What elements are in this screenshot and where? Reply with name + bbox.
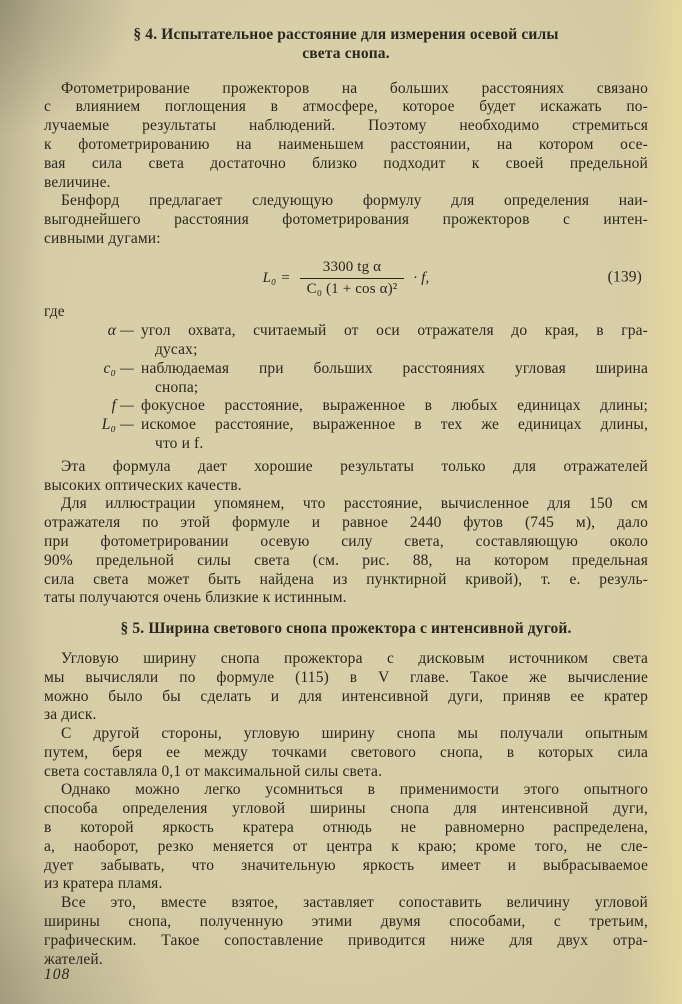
paragraph-illustration: Для иллюстрации упомянем, что расстояние, вычисленное для 150 см отражателя по этой формуле и равное 2440 футов (745 м), дало при фотометрировании осевую силу света, составляющую около 90% предельной силы света (см. рис. 88, на котором предельная сила света может быть найдена из пунктирной кривой), т. е. резуль- таты получаются очень близкие к истинным. bbox=[44, 495, 648, 607]
text-column bbox=[44, 26, 648, 969]
paragraph-benford-intro: Фотометрирование прожекторов на больших расстояниях связано с влиянием поглощения в атмосфере, которое будет искажать по- лучаемые результаты наблюдений. Поэтому необходимо стремиться к фотометрированию на наименьшем расстоянии, на котором осе- вая сила света достаточно близко подходит к своей предельной величине. bbox=[44, 79, 648, 191]
where-label: где bbox=[44, 303, 65, 321]
definition-text: угол охвата, считаемый от оси отражателя до края, в гра- дусах; bbox=[141, 322, 648, 358]
definition-item-alpha bbox=[44, 322, 648, 360]
definition-item-L0 bbox=[44, 416, 648, 454]
formula-rhs: · f, bbox=[413, 269, 430, 286]
equation-number: (139) bbox=[607, 268, 642, 286]
paragraph-formula-quality: Эта формула дает хорошие результаты только для отражателей высоких оптических качеств. bbox=[44, 457, 648, 494]
formula-lhs: L₀ = bbox=[262, 269, 291, 286]
definition-item-c0 bbox=[44, 360, 648, 398]
definition-symbol: α — bbox=[107, 322, 134, 340]
definition-symbol: L₀ — bbox=[101, 416, 134, 434]
paragraph-angular-width: Угловую ширину снопа прожектора с дисковым источником света мы вычисляли по формуле (115) в V главе. Такое же вычисление можно было бы сделать и для интенсивной дуги, приняв ее кратер за диск. bbox=[44, 649, 648, 724]
section-4-heading-line: § 4. Испытательное расстояние для измерения осевой силы bbox=[133, 26, 559, 43]
section-4-heading bbox=[44, 26, 648, 64]
definition-text: наблюдаемая при больших расстояниях угловая ширина снопа; bbox=[141, 359, 648, 396]
fraction bbox=[300, 258, 405, 299]
definition-list bbox=[44, 322, 648, 454]
formula-body bbox=[263, 258, 430, 299]
section-4-heading-line: света снопа. bbox=[302, 44, 390, 62]
definition-text: искомое расстояние, выраженное в тех же единицах длины, что и f. bbox=[141, 416, 648, 452]
definition-symbol: f — bbox=[111, 397, 134, 415]
paragraph-experimental-method: С другой стороны, угловую ширину снопа мы получали опытным путем, беря ее между точками светового снопа, в которых сила света составляла 0,1 от максимальной силы света. bbox=[44, 725, 648, 780]
paragraph-doubt: Однако можно легко усомниться в применимости этого опытного способа определения угловой ширины снопа для интенсивной дуги, в которой яркость кратера отнюдь не равномерно распределена, а, наоборот, резко меняется от центра к краю; кроме того, не сле- дует забывать, что значительную яркость имеет и выбрасываемое из кратера пламя. bbox=[44, 781, 648, 893]
section-5-heading bbox=[44, 620, 648, 639]
paragraph-comparison: Все это, вместе взятое, заставляет сопоставить величину угловой ширины снопа, полученную этими двумя способами, с третьим, графическим. Такое сопоставление приводится ниже для двух отра- жателей. bbox=[44, 894, 648, 968]
definition-item-f bbox=[44, 397, 648, 416]
paragraph-benford-formula-lead: Бенфорд предлагает следующую формулу для определения наи- выгоднейшего расстояния фотометрирования прожекторов с интен- сивными дугами: bbox=[44, 192, 648, 247]
fraction-numerator: 3300 tg α bbox=[300, 258, 405, 279]
fraction-denominator: C₀ (1 + cos α)² bbox=[306, 280, 398, 297]
definition-text: фокусное расстояние, выраженное в любых единицах длины; bbox=[141, 397, 648, 415]
formula-139 bbox=[44, 258, 648, 299]
page-number: 108 bbox=[44, 966, 71, 983]
section-5-heading-line: § 5. Ширина светового снопа прожектора с интенсивной дугой. bbox=[120, 620, 572, 638]
definition-symbol: c₀ — bbox=[103, 359, 134, 377]
